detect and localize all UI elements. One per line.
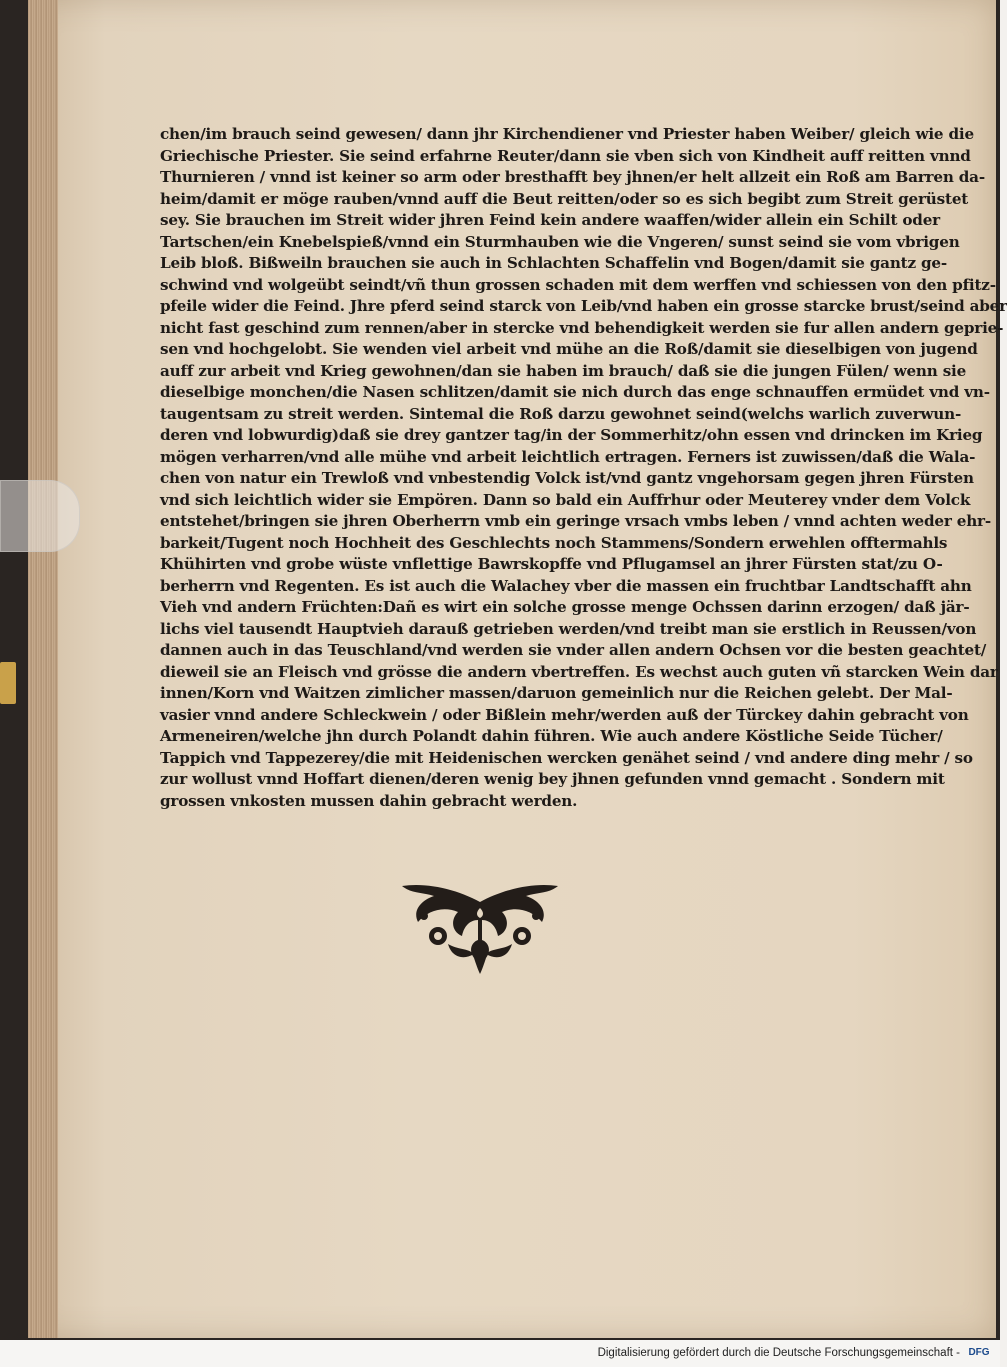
text-line: Tappich vnd Tappezerey/die mit Heidenischen wercken genähet seind / vnd andere ding mehr / so <box>160 748 973 767</box>
text-line: sen vnd hochgelobt. Sie wenden viel arbeit vnd mühe an die Roß/damit sie dieselbigen von jugend <box>160 340 978 358</box>
text-line: auff zur arbeit vnd Krieg gewohnen/dan sie haben im brauch/ daß sie die jungen Fülen/ wenn sie <box>160 361 967 380</box>
text-line: entstehet/bringen sie jhren Oberherrn vmb ein geringe vrsach vmbs leben / vnnd achten weder ehr- <box>160 512 991 530</box>
dfg-logo: DFG <box>968 1347 990 1358</box>
text-line: mögen verharren/vnd alle mühe vnd arbeit leichtlich ertragen. Ferners ist zuwissen/daß die Wala- <box>160 447 976 466</box>
body-text <box>160 124 1007 812</box>
text-line: Griechische Priester. Sie seind erfahrne Reuter/dann sie vben sich von Kindheit auff reitten vnnd <box>160 146 971 165</box>
text-line: taugentsam zu streit werden. Sintemal die Roß darzu gewohnet seind(welchs warlich zuverwun- <box>160 404 962 423</box>
text-line: vnd sich leichtlich wider sie Empören. Dann so bald ein Auffrhur oder Meuterey vnder dem Volck <box>160 490 971 509</box>
text-line: sey. Sie brauchen im Streit wider jhren Feind kein andere waaffen/wider allein ein Schilt oder <box>160 211 940 229</box>
footer-bar <box>0 1340 1000 1367</box>
page-edge <box>28 0 58 1338</box>
text-line: Armeneiren/welche jhn durch Polandt dahin führen. Wie auch andere Köstliche Seide Tücher/ <box>160 727 943 745</box>
text-line: barkeit/Tugent noch Hochheit des Geschlechts noch Stammens/Sondern erwehlen offtermahls <box>160 533 948 552</box>
text-line: Khühirten vnd grobe wüste vnflettige Bawrskopffe vnd Pflugamsel an jhrer Fürsten stat/zu O- <box>160 555 943 573</box>
bookmark-tab <box>0 480 80 552</box>
text-line: chen/im brauch seind gewesen/ dann jhr Kirchendiener vnd Priester haben Weiber/ gleich wie die <box>160 125 974 143</box>
text-line: chen von natur ein Trewloß vnd vnbestendig Volck ist/vnd gantz vngehorsam gegen jhren Fürsten <box>160 469 974 487</box>
text-line: heim/damit er möge rauben/vnnd auff die Beut reitten/oder so es sich begibt zum Streit gerüstet <box>160 189 969 208</box>
bookmark-clip <box>0 662 16 704</box>
text-line: dannen auch in das Teuschland/vnd werden sie vnder allen andern Ochsen vor die besten geachtet/ <box>160 641 987 659</box>
text-line: pfeile wider die Feind. Jhre pferd seind starck von Leib/vnd haben ein grosse starcke brust/seind aber <box>160 297 1007 315</box>
text-line: Leib bloß. Bißweiln brauchen sie auch in Schlachten Schaffelin vnd Bogen/damit sie gantz ge- <box>160 254 947 272</box>
text-line: berherrn vnd Regenten. Es ist auch die Walachey vber die massen ein fruchtbar Landtschafft ahn <box>160 576 972 595</box>
text-line: vasier vnnd andere Schleckwein / oder Bißlein mehr/werden auß der Türckey dahin gebracht von <box>160 705 969 724</box>
text-line: lichs viel tausendt Hauptvieh darauß getrieben werden/vnd treibt man sie erstlich in Reussen/von <box>160 619 977 638</box>
text-line: dieweil sie an Fleisch vnd grösse die andern vbertreffen. Es wechst auch guten vñ starcken Wein dar <box>160 662 998 681</box>
text-line: dieselbige monchen/die Nasen schlitzen/damit sie nich durch das enge schnauffen ermüdet vnd vn- <box>160 383 990 401</box>
text-line: grossen vnkosten mussen dahin gebracht werden. <box>160 791 578 810</box>
floral-ornament-icon <box>398 880 562 976</box>
funding-notice: Digitalisierung gefördert durch die Deutsche Forschungsgemeinschaft - <box>597 1347 960 1359</box>
text-line: innen/Korn vnd Waitzen zimlicher massen/daruon gemeinlich nur die Reichen gelebt. Der Mal- <box>160 684 953 702</box>
text-line: schwind vnd wolgeübt seindt/vñ thun grossen schaden mit dem werffen vnd schiessen von den pfitz- <box>160 275 996 294</box>
text-line: Tartschen/ein Knebelspieß/vnnd ein Sturmhauben wie die Vngeren/ sunst seind sie vom vbrigen <box>160 232 960 251</box>
text-line: Vieh vnd andern Früchten:Dañ es wirt ein solche grosse menge Ochssen darinn erzogen/ daß jär- <box>160 598 970 616</box>
text-line: nicht fast geschind zum rennen/aber in stercke vnd behendigkeit werden sie fur allen andern geprie- <box>160 318 1004 337</box>
text-line: deren vnd lobwurdig)daß sie drey gantzer tag/in der Sommerhitz/ohn essen vnd drincken im Krieg <box>160 426 983 444</box>
text-line: Thurnieren / vnnd ist keiner so arm oder bresthafft bey jhnen/er helt allzeit ein Roß am Barren da- <box>160 168 985 186</box>
text-line: zur wollust vnnd Hoffart dienen/deren wenig bey jhnen gefunden vnnd gemacht . Sondern mit <box>160 770 945 788</box>
